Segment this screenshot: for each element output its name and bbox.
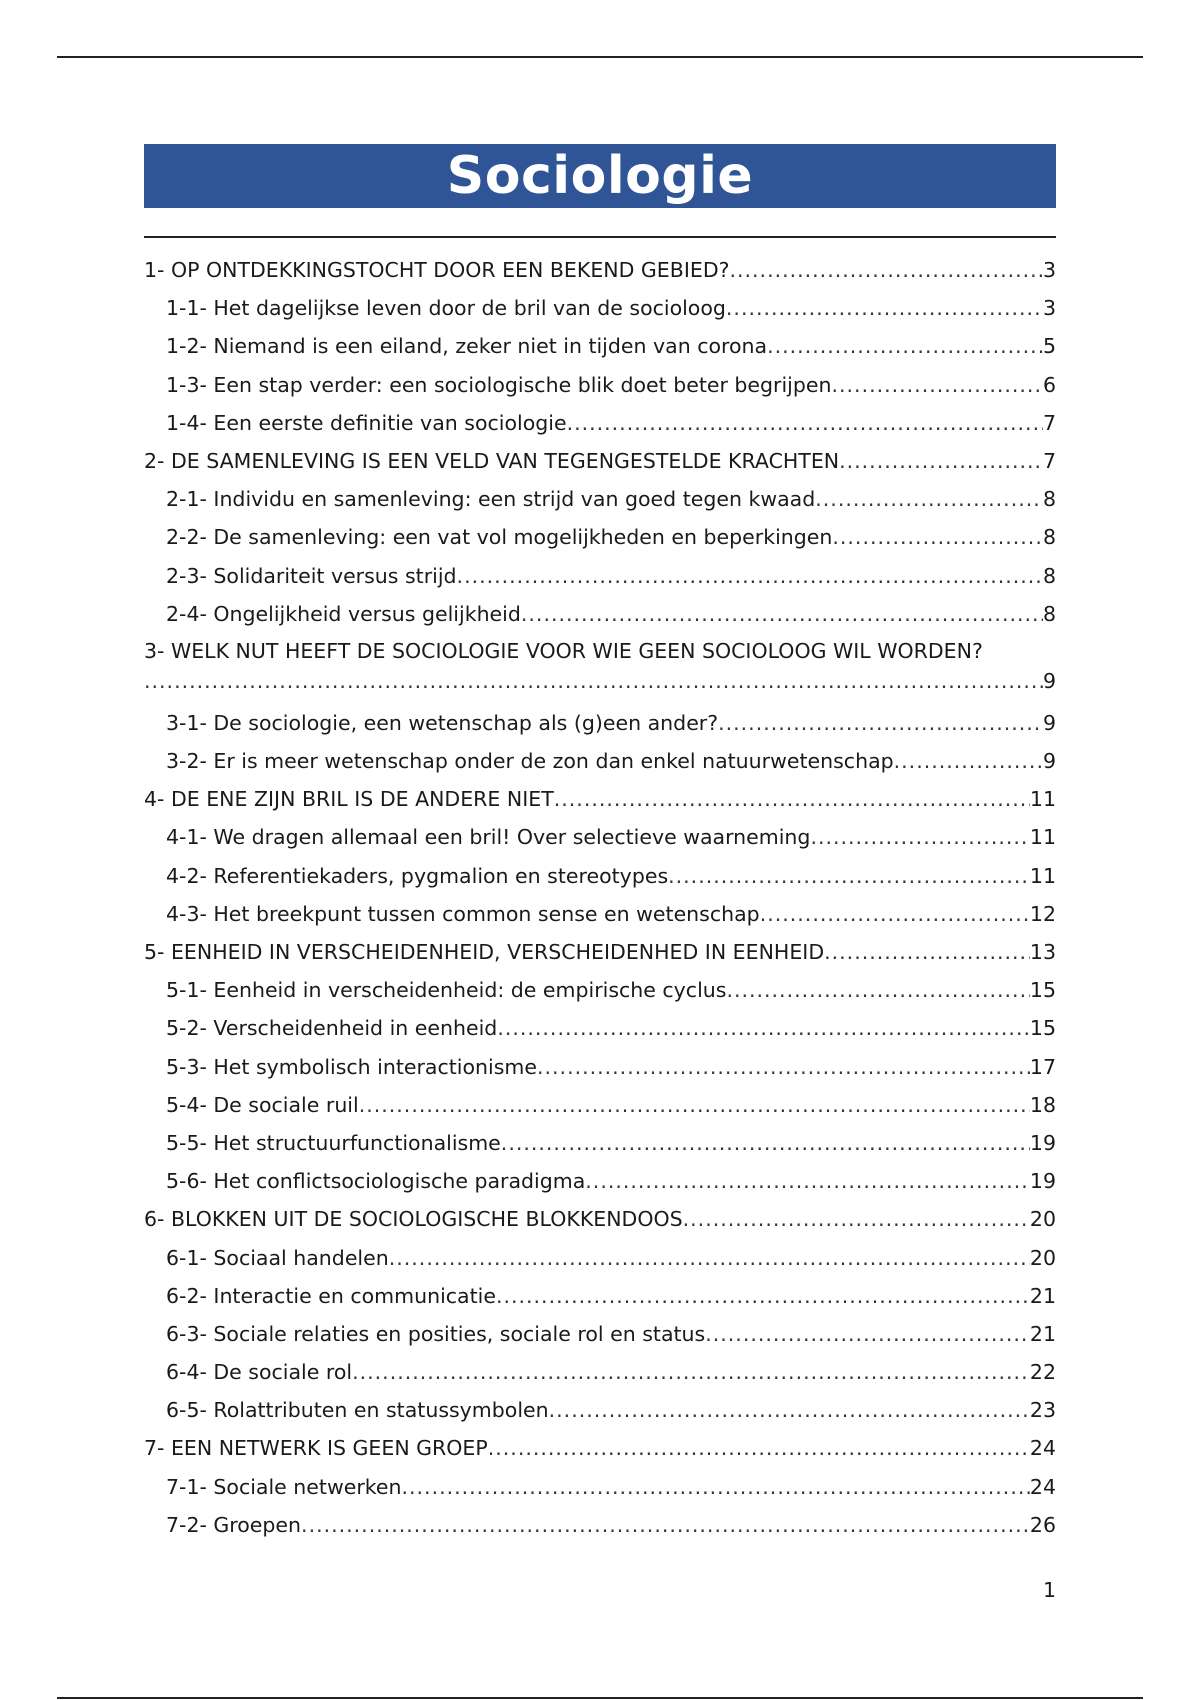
toc-entry-page: 11 xyxy=(1029,787,1056,812)
toc-dot-leader xyxy=(718,704,1043,742)
toc-entry-page: 17 xyxy=(1029,1054,1056,1079)
toc-entry-label: 2- DE SAMENLEVING IS EEN VELD VAN TEGENGESTELDE KRACHTEN xyxy=(144,448,840,473)
toc-dot-leader xyxy=(359,1086,1030,1124)
toc-entry-page: 8 xyxy=(1042,601,1056,626)
toc-entry-label: 5-2- Verscheidenheid in eenheid xyxy=(166,1016,498,1041)
toc-dot-leader xyxy=(554,780,1030,818)
footer-rule xyxy=(57,1697,1143,1699)
toc-entry-label: 5-4- De sociale ruil xyxy=(166,1092,359,1117)
toc-entry-page: 8 xyxy=(1042,525,1056,550)
toc-entry-label: 1-4- Een eerste definitie van sociologie xyxy=(166,410,567,435)
toc-entry-page: 21 xyxy=(1029,1321,1056,1346)
toc-entry-label: 3-1- De sociologie, een wetenschap als (g)een ander? xyxy=(166,710,719,735)
toc-entry-page: 6 xyxy=(1042,372,1056,397)
document-title: Sociologie xyxy=(446,146,754,206)
toc-dot-leader xyxy=(402,1468,1030,1506)
toc-entry-section[interactable] xyxy=(144,518,1056,556)
toc-entry-page: 24 xyxy=(1029,1474,1056,1499)
toc-entry-section[interactable] xyxy=(144,818,1056,856)
toc-entry-page: 15 xyxy=(1029,978,1056,1003)
toc-entry-section[interactable] xyxy=(144,742,1056,780)
toc-dot-leader xyxy=(824,933,1030,971)
toc-entry-page: 19 xyxy=(1029,1130,1056,1155)
table-of-contents xyxy=(144,251,1056,1544)
toc-entry-section[interactable] xyxy=(144,595,1056,633)
toc-entry-label: 6-1- Sociaal handelen xyxy=(166,1245,389,1270)
toc-entry-page: 9 xyxy=(1042,668,1056,693)
toc-entry-label: 4-3- Het breekpunt tussen common sense en wetenschap xyxy=(166,901,760,926)
toc-entry-chapter[interactable] xyxy=(144,251,1056,289)
toc-entry-chapter[interactable] xyxy=(144,933,1056,971)
toc-entry-label: 3- WELK NUT HEEFT DE SOCIOLOGIE VOOR WIE GEEN SOCIOLOOG WIL WORDEN? xyxy=(144,638,983,663)
toc-entry-section[interactable] xyxy=(144,1162,1056,1200)
toc-dot-leader xyxy=(301,1506,1030,1544)
toc-entry-label: 6-4- De sociale rol xyxy=(166,1360,353,1385)
toc-entry-page: 11 xyxy=(1029,825,1056,850)
toc-entry-section[interactable] xyxy=(144,1506,1056,1544)
toc-entry-page: 20 xyxy=(1029,1245,1056,1270)
toc-entry-label: 4-1- We dragen allemaal een bril! Over selectieve waarneming xyxy=(166,825,811,850)
toc-entry-section[interactable] xyxy=(144,1048,1056,1086)
toc-entry-page: 8 xyxy=(1042,563,1056,588)
toc-dot-leader xyxy=(549,1391,1030,1429)
toc-entry-label: 2-4- Ongelijkheid versus gelijkheid xyxy=(166,601,521,626)
toc-entry-page: 26 xyxy=(1029,1512,1056,1537)
toc-entry-label: 7- EEN NETWERK IS GEEN GROEP xyxy=(144,1436,488,1461)
toc-entry-label: 6-3- Sociale relaties en posities, sociale rol en status xyxy=(166,1321,706,1346)
toc-entry-section[interactable] xyxy=(144,971,1056,1009)
toc-dot-leader xyxy=(839,442,1043,480)
toc-entry-page: 3 xyxy=(1042,296,1056,321)
toc-entry-section[interactable] xyxy=(144,1124,1056,1162)
toc-entry-label: 1-3- Een stap verder: een sociologische blik doet beter begrijpen xyxy=(166,372,832,397)
toc-entry-section[interactable] xyxy=(144,327,1056,365)
toc-entry-label: 6-2- Interactie en communicatie xyxy=(166,1283,496,1308)
toc-dot-leader xyxy=(585,1162,1030,1200)
toc-entry-label: 5-5- Het structuurfunctionalisme xyxy=(166,1130,501,1155)
toc-entry-label: 2-2- De samenleving: een vat vol mogelijkheden en beperkingen xyxy=(166,525,833,550)
toc-entry-label: 3-2- Er is meer wetenschap onder de zon dan enkel natuurwetenschap xyxy=(166,749,894,774)
toc-entry-section[interactable] xyxy=(144,480,1056,518)
toc-entry-section[interactable] xyxy=(144,1277,1056,1315)
toc-dot-leader xyxy=(497,1009,1030,1047)
toc-entry-chapter[interactable] xyxy=(144,442,1056,480)
toc-dot-leader xyxy=(501,1124,1030,1162)
toc-entry-section[interactable] xyxy=(144,1239,1056,1277)
toc-entry-label: 4-2- Referentiekaders, pygmalion en stereotypes xyxy=(166,863,669,888)
toc-entry-label: 7-2- Groepen xyxy=(166,1512,302,1537)
toc-entry-section[interactable] xyxy=(144,857,1056,895)
toc-entry-label: 5-6- Het conflictsociologische paradigma xyxy=(166,1169,586,1194)
toc-entry-page: 11 xyxy=(1029,863,1056,888)
toc-dot-leader xyxy=(832,518,1043,556)
toc-entry-label: 5-1- Eenheid in verscheidenheid: de empirische cyclus xyxy=(166,978,727,1003)
toc-dot-leader xyxy=(767,327,1043,365)
toc-entry-page: 24 xyxy=(1029,1436,1056,1461)
toc-entry-section[interactable] xyxy=(144,704,1056,742)
toc-entry-page: 9 xyxy=(1042,710,1056,735)
toc-entry-section[interactable] xyxy=(144,1468,1056,1506)
toc-entry-label: 5- EENHEID IN VERSCHEIDENHEID, VERSCHEIDENHED IN EENHEID xyxy=(144,940,825,964)
toc-entry-chapter[interactable] xyxy=(144,780,1056,818)
toc-entry-label: 1-1- Het dagelijkse leven door de bril van de socioloog xyxy=(166,296,726,321)
toc-entry-section[interactable] xyxy=(144,289,1056,327)
toc-dot-leader xyxy=(726,971,1029,1009)
toc-dot-leader xyxy=(894,742,1043,780)
toc-entry-page: 9 xyxy=(1042,749,1056,774)
toc-dot-leader xyxy=(496,1277,1030,1315)
toc-entry-page: 20 xyxy=(1029,1207,1056,1232)
page-number: 1 xyxy=(1042,1578,1056,1602)
toc-dot-leader xyxy=(705,1315,1030,1353)
toc-dot-leader xyxy=(521,595,1043,633)
toc-dot-leader xyxy=(352,1353,1030,1391)
toc-entry-label: 4- DE ENE ZIJN BRIL IS DE ANDERE NIET xyxy=(144,787,554,812)
toc-entry-section[interactable] xyxy=(144,895,1056,933)
toc-entry-page: 21 xyxy=(1029,1283,1056,1308)
toc-entry-page: 15 xyxy=(1029,1016,1056,1041)
toc-dot-leader xyxy=(815,480,1043,518)
toc-dot-leader xyxy=(760,895,1030,933)
toc-entry-label: 7-1- Sociale netwerken xyxy=(166,1474,402,1499)
header-rule xyxy=(57,56,1143,58)
toc-dot-leader xyxy=(810,818,1029,856)
toc-entry-page: 23 xyxy=(1029,1398,1056,1423)
toc-entry-page: 18 xyxy=(1029,1092,1056,1117)
toc-entry-page: 7 xyxy=(1042,410,1056,435)
toc-dot-leader xyxy=(144,669,1043,693)
toc-dot-leader xyxy=(389,1239,1030,1277)
toc-entry-label: 2-1- Individu en samenleving: een strijd van goed tegen kwaad xyxy=(166,487,816,512)
toc-entry-label: 1-2- Niemand is een eiland, zeker niet in tijden van corona xyxy=(166,334,768,359)
toc-entry-label: 6-5- Rolattributen en statussymbolen xyxy=(166,1398,549,1423)
toc-entry-label: 6- BLOKKEN UIT DE SOCIOLOGISCHE BLOKKENDOOS xyxy=(144,1207,683,1232)
toc-dot-leader xyxy=(488,1429,1030,1467)
toc-entry-label: 1- OP ONTDEKKINGSTOCHT DOOR EEN BEKEND GEBIED? xyxy=(144,258,730,282)
toc-entry-chapter[interactable] xyxy=(144,1200,1056,1238)
title-divider xyxy=(144,236,1056,238)
toc-entry-section[interactable] xyxy=(144,1315,1056,1353)
title-banner xyxy=(144,144,1056,208)
toc-dot-leader xyxy=(729,251,1042,289)
toc-entry-label: 2-3- Solidariteit versus strijd xyxy=(166,563,457,588)
toc-entry-section[interactable] xyxy=(144,366,1056,404)
toc-entry-page: 12 xyxy=(1029,901,1056,926)
toc-entry-page: 5 xyxy=(1042,334,1056,359)
toc-entry-section[interactable] xyxy=(144,557,1056,595)
toc-dot-leader xyxy=(457,557,1043,595)
toc-dot-leader xyxy=(726,289,1043,327)
toc-dot-leader xyxy=(832,366,1043,404)
toc-entry-page: 8 xyxy=(1042,487,1056,512)
toc-entry-section[interactable] xyxy=(144,1009,1056,1047)
toc-entry-chapter[interactable] xyxy=(144,1429,1056,1467)
toc-entry-page: 7 xyxy=(1042,448,1056,473)
toc-entry-page: 3 xyxy=(1042,258,1056,282)
toc-entry-page: 19 xyxy=(1029,1169,1056,1194)
toc-entry-section[interactable] xyxy=(144,1353,1056,1391)
toc-dot-leader xyxy=(683,1200,1030,1238)
toc-entry-page: 13 xyxy=(1029,940,1056,964)
toc-dot-leader xyxy=(567,404,1043,442)
toc-entry-page: 22 xyxy=(1029,1360,1056,1385)
toc-entry-section[interactable] xyxy=(144,1391,1056,1429)
toc-entry-section[interactable] xyxy=(144,1086,1056,1124)
toc-dot-leader xyxy=(537,1048,1030,1086)
toc-entry-chapter[interactable] xyxy=(144,633,1056,704)
toc-dot-leader xyxy=(668,857,1030,895)
toc-entry-label: 5-3- Het symbolisch interactionisme xyxy=(166,1054,537,1079)
toc-entry-section[interactable] xyxy=(144,404,1056,442)
